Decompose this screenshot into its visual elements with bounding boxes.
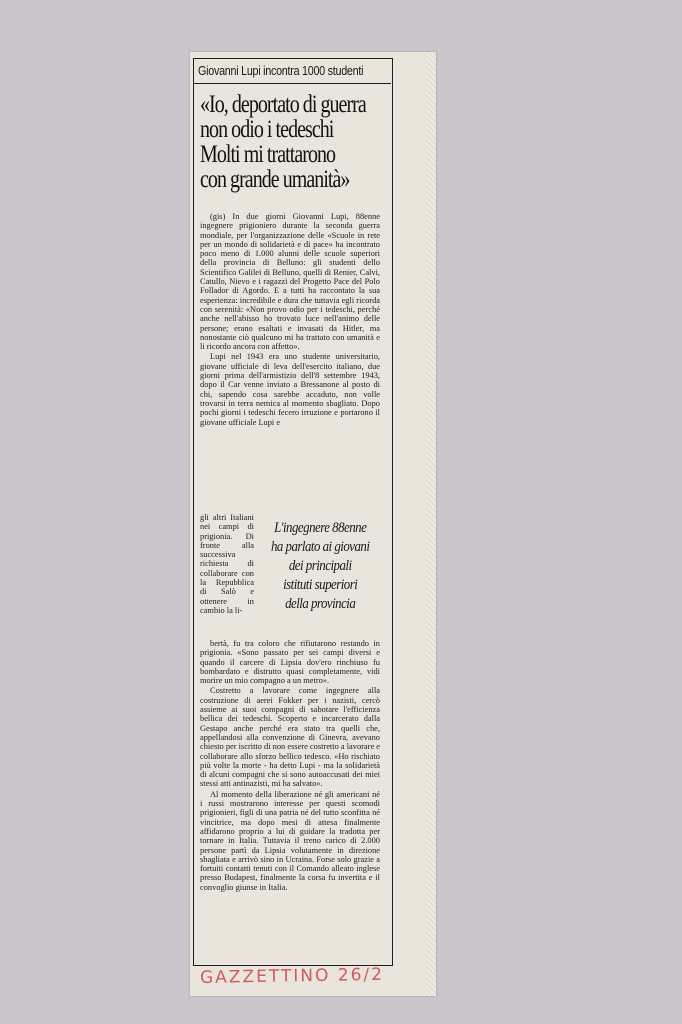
headline-line: con grande umanità»: [200, 166, 350, 193]
newspaper-clipping: [190, 52, 436, 996]
pull-quote-line: della provincia: [285, 596, 356, 612]
wrapped-column: gli altri Italiani nei campi di prigionia. Di fronte alla successiva richiesta di collaborare con la Repubblica di Salò e ottenere in cambio la li-: [200, 513, 254, 615]
headline-line: «Io, deportato di guerra: [200, 91, 366, 118]
pull-quote-line: L'ingegnere 88enne: [274, 520, 367, 536]
handwritten-source-note: GAZZETTINO 26/2: [199, 964, 385, 989]
pull-quote-line: dei principali: [288, 558, 352, 574]
headline-line: non odio i tedeschi: [200, 116, 334, 143]
paragraph: bertà, fu tra coloro che rifiutarono restando in prigionia. «Sono passato per sei campi diversi e quando il carcere di Lipsia dov'ero rinchiuso fu bombardato e distrutto quasi completamente, vidi morire un mio compagno a un metro».: [200, 639, 380, 686]
paragraph: Costretto a lavorare come ingegnere alla costruzione di aerei Fokker per i nazisti, cercò assieme ai suoi compagni di sabotare l'efficienza bellica dei tedeschi. Scoperto e incarcerato dalla Gestapo anche perché era stato tra quelli che, appellandosi alla convenzione di Ginevra, avevano chiesto per iscritto di non essere costretto a lavorare e collaborare allo sforzo bellico tedesco. «Ho rischiato più volte la morte - ha detto Lupi - ma la solidarietà di alcuni compagni che si sono autoaccusati dei miei stessi atti antinazisti, mi ha salvato».: [200, 686, 380, 789]
paragraph: Lupi nel 1943 era uno studente universitario, giovane ufficiale di leva dell'esercito italiano, due giorni prima dell'armistizio dell'8 settembre 1943, dopo il Car venne inviato a Bressanone al posto di chi, sapendo cosa sarebbe accaduto, non volle trovarsi in terra nemica al momento sbagliato. Dopo pochi giorni i tedeschi fecero irruzione e portarono il giovane ufficiale Lupi e: [200, 352, 380, 427]
body-upper: [200, 212, 380, 512]
kicker: Giovanni Lupi incontra 1000 studenti: [198, 64, 364, 78]
headline: [200, 92, 376, 192]
pull-quote-line: ha parlato ai giovani: [270, 539, 370, 555]
pull-quote-line: istituti superiori: [283, 577, 358, 593]
pull-quote-block: [200, 513, 380, 637]
article-body: [200, 212, 380, 969]
pull-quote: [260, 519, 380, 614]
kicker-rule: [194, 83, 391, 84]
paragraph: Al momento della liberazione né gli americani né i russi mostrarono interesse per questi scomodi prigionieri, figli di una patria né del tutto sconfitta né vincitrice, ma dopo mesi di attesa finalmente affidarono proprio a lui di guidare la tradotta per tornare in Italia. Tuttavia il treno carico di 2.000 persone partì da Lipsia volutamente in direzione sbagliata e arrivò sino in Ucraina. Forse solo grazie a fortuiti contatti tenuti con il Comando alleato inglese presso Budapest, finalmente la corsa fu invertita e il convoglio giunse in Italia.: [200, 789, 380, 892]
paragraph: (gis) In due giorni Giovanni Lupi, 88enne ingegnere prigioniero durante la seconda guerra mondiale, per l'organizzazione delle «Scuole in rete per un mondo di solidarietà e di pace» ha incontrato poco meno di 1.000 alunni delle scuole superiori della provincia di Belluno: gli studenti dello Scientifico Galilei di Belluno, quelli di Renier, Calvi, Catullo, Nievo e i ragazzi del Progetto Pace del Polo Follador di Agordo. E a tutti ha raccontato la sua esperienza: incredibile e dura che tuttavia egli ricorda con serenità: «Non provo odio per i tedeschi, perché anche nell'abisso ho trovato luce nell'animo delle persone; erano esaltati e invasati da Hitler, ma nonostante ciò qualcuno mi ha trattato con umanità e li ricordo ancora con affetto».: [200, 212, 380, 352]
headline-line: Molti mi trattarono: [200, 141, 336, 168]
body-lower: [200, 639, 380, 969]
